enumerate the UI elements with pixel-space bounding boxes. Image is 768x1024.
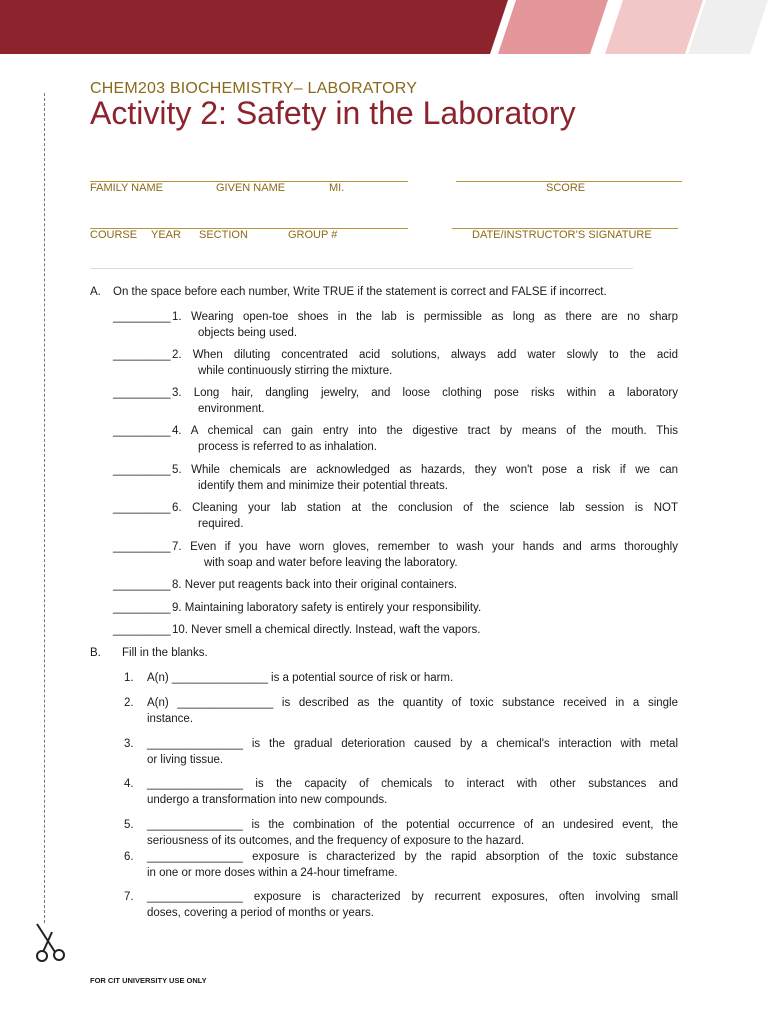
fill-blank-text-continued: instance. [147, 713, 194, 725]
family-name-label: FAMILY NAME [90, 182, 163, 194]
statement-text: 8. Never put reagents back into their original containers. [172, 579, 458, 591]
statement-text: 6. Cleaning your lab station at the conclusion of the science lab session is NOT [172, 502, 678, 514]
score-label: SCORE [546, 182, 586, 194]
statement-text: 10. Never smell a chemical directly. Instead, waft the vapors. [172, 624, 481, 636]
divider [90, 268, 633, 269]
statement-text: 5. While chemicals are acknowledged as hazards, they won't pose a risk if we can [172, 464, 678, 476]
fill-blank-text-continued: undergo a transformation into new compounds. [147, 794, 388, 806]
band-stripe-1 [498, 0, 608, 54]
fill-blank-text-continued: in one or more doses within a 24-hour timeframe. [147, 867, 398, 879]
course-line [90, 228, 408, 229]
statement-text-continued: identify them and minimize their potential threats. [198, 480, 448, 492]
fill-blank-text[interactable]: _______________ exposure is characterized by recurrent exposures, often involving small [147, 891, 678, 903]
statement-text: 2. When diluting concentrated acid solutions, always add water slowly to the acid [172, 349, 678, 361]
fill-blank-text[interactable]: _______________ is the capacity of chemicals to interact with other substances and [147, 778, 678, 790]
cut-line [44, 93, 45, 923]
fill-blank-text-continued: or living tissue. [147, 754, 224, 766]
answer-blank[interactable]: _________ [113, 541, 171, 553]
question-number: 4. [124, 778, 134, 790]
mi-label: MI. [329, 182, 345, 194]
statement-text: 4. A chemical can gain entry into the digestive tract by means of the mouth. This [172, 425, 678, 437]
answer-blank[interactable]: _________ [113, 464, 171, 476]
statement-text-continued: process is referred to as inhalation. [198, 441, 377, 453]
course-label: COURSE [90, 229, 138, 241]
answer-blank[interactable]: _________ [113, 387, 171, 399]
date-signature-label: DATE/INSTRUCTOR’S SIGNATURE [472, 229, 652, 241]
course-heading: CHEM203 BIOCHEMISTRY– LABORATORY [90, 80, 418, 97]
answer-blank[interactable]: _________ [113, 502, 171, 514]
statement-text: 9. Maintaining laboratory safety is entirely your responsibility. [172, 602, 482, 614]
question-number: 5. [124, 819, 134, 831]
year-label: YEAR [151, 229, 181, 241]
given-name-label: GIVEN NAME [216, 182, 286, 194]
page-title: Activity 2: Safety in the Laboratory [90, 95, 576, 131]
answer-blank[interactable]: _________ [113, 579, 171, 591]
answer-blank[interactable]: _________ [113, 425, 171, 437]
fill-blank-text[interactable]: _______________ exposure is characterized by the rapid absorption of the toxic substance [147, 851, 678, 863]
question-number: 3. [124, 738, 134, 750]
fill-blank-text[interactable]: A(n) _______________ is described as the quantity of toxic substance received in a single [147, 697, 678, 709]
fill-blank-text[interactable]: _______________ is the combination of the potential occurrence of an undesired event, the [147, 819, 678, 831]
band-stripe-2 [605, 0, 703, 54]
header-band [0, 0, 768, 54]
fill-blank-text[interactable]: A(n) _______________ is a potential source of risk or harm. [147, 672, 454, 684]
fill-blank-text-continued: seriousness of its outcomes, and the frequency of exposure to the hazard. [147, 835, 525, 847]
question-number: 2. [124, 697, 134, 709]
answer-blank[interactable]: _________ [113, 349, 171, 361]
group-label: GROUP # [288, 229, 338, 241]
section-b-instruction: Fill in the blanks. [122, 647, 208, 659]
section-label: SECTION [199, 229, 248, 241]
statement-text: 7. Even if you have worn gloves, remember to wash your hands and arms thoroughly [172, 541, 678, 553]
fill-blank-text-continued: doses, covering a period of months or years. [147, 907, 374, 919]
section-a-instruction: On the space before each number, Write TRUE if the statement is correct and FALSE if incorrect. [113, 286, 607, 298]
statement-text: 1. Wearing open-toe shoes in the lab is permissible as long as there are no sharp [172, 311, 678, 323]
answer-blank[interactable]: _________ [113, 602, 171, 614]
statement-text-continued: while continuously stirring the mixture. [198, 365, 393, 377]
question-number: 6. [124, 851, 134, 863]
question-number: 7. [124, 891, 134, 903]
scissors-icon [30, 922, 70, 964]
answer-blank[interactable]: _________ [113, 624, 171, 636]
statement-text-continued: environment. [198, 403, 265, 415]
question-number: 1. [124, 672, 134, 684]
statement-text-continued: with soap and water before leaving the laboratory. [204, 557, 458, 569]
answer-blank[interactable]: _________ [113, 311, 171, 323]
statement-text-continued: required. [198, 518, 244, 530]
fill-blank-text[interactable]: _______________ is the gradual deterioration caused by a chemical's interaction with metal [147, 738, 678, 750]
statement-text-continued: objects being used. [198, 327, 298, 339]
footer-note: FOR CIT UNIVERSITY USE ONLY [90, 976, 207, 985]
section-b-label: B. [90, 647, 101, 659]
section-a-label: A. [90, 286, 101, 298]
statement-text: 3. Long hair, dangling jewelry, and loose clothing pose risks within a laboratory [172, 387, 678, 399]
